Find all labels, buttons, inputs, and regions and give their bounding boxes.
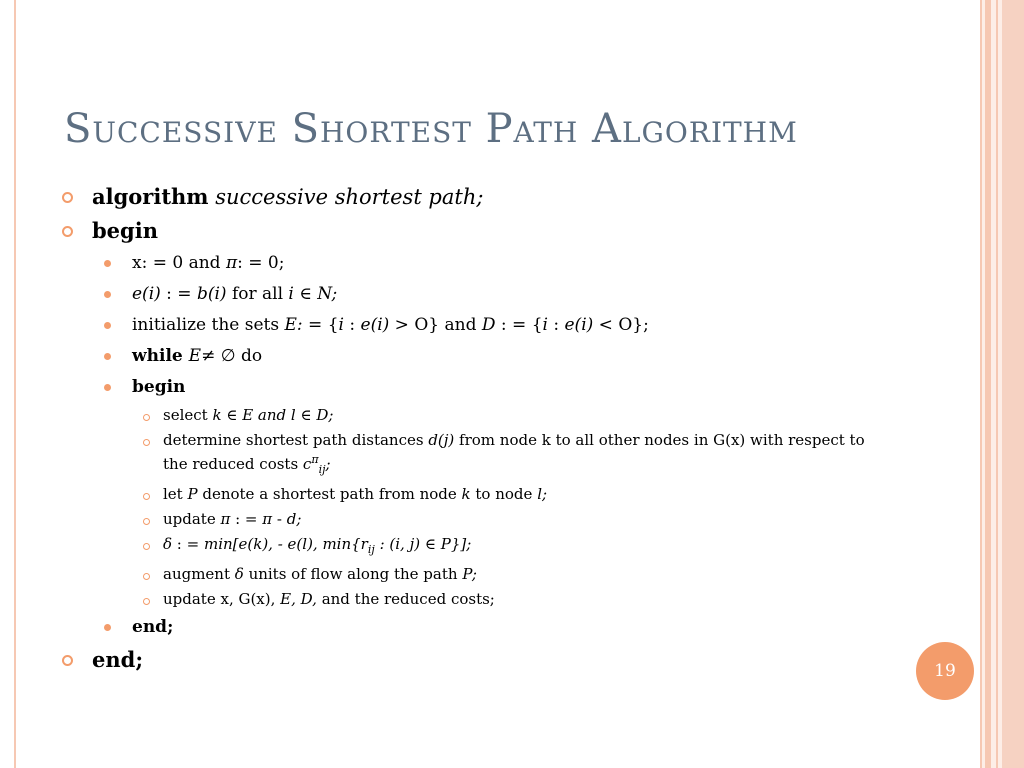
ring-bullet-icon [62, 655, 73, 666]
dot-bullet-icon [104, 353, 111, 360]
list-item: while E≠ ∅ do [62, 341, 892, 372]
ring-bullet-icon [143, 573, 150, 580]
dot-bullet-icon [104, 624, 111, 631]
ring-bullet-icon [143, 598, 150, 605]
dot-bullet-icon [104, 291, 111, 298]
dot-bullet-icon [104, 260, 111, 267]
border-stripe [985, 0, 991, 768]
list-item: update π : = π - d; [62, 507, 892, 532]
list-item: end; [62, 643, 892, 677]
ring-bullet-icon [143, 493, 150, 500]
ring-bullet-icon [62, 192, 73, 203]
list-item: e(i) : = b(i) for all i ∈ N; [62, 279, 892, 310]
list-item: begin [62, 372, 892, 403]
slide-content [62, 180, 892, 677]
slide-title: Successive Shortest Path Algorithm [64, 106, 798, 152]
list-item: determine shortest path distances d(j) from node k to all other nodes in G(x) with respect to the reduced costs $c^\pi_{ij}$; [62, 428, 892, 482]
list-item: update x, G(x), E, D, and the reduced costs; [62, 587, 892, 612]
list-item: end; [62, 612, 892, 643]
list-item: augment δ units of flow along the path P; [62, 562, 892, 587]
list-item: δ : = min[e(k), - e(l), $\min\{r_{ij}$ : (i, j) ∈ P}]; [62, 532, 892, 562]
list-item: algorithm successive shortest path; [62, 180, 892, 214]
ring-bullet-icon [143, 518, 150, 525]
ring-bullet-icon [143, 543, 150, 550]
list-item: begin [62, 214, 892, 248]
page-number-badge: 19 [916, 642, 974, 700]
list-item: let P denote a shortest path from node k to node l; [62, 482, 892, 507]
border-stripe [980, 0, 982, 768]
left-border-rule [14, 0, 16, 768]
list-item: select k ∈ E and l ∈ D; [62, 403, 892, 428]
dot-bullet-icon [104, 384, 111, 391]
right-border-band [980, 0, 1024, 768]
list-item: x: = 0 and π: = 0; [62, 248, 892, 279]
border-stripe [1002, 0, 1024, 768]
ring-bullet-icon [62, 226, 73, 237]
border-stripe [996, 0, 998, 768]
ring-bullet-icon [143, 439, 150, 446]
list-item: initialize the sets E: = {i : e(i) > O} and D : = {i : e(i) < O}; [62, 310, 892, 341]
dot-bullet-icon [104, 322, 111, 329]
ring-bullet-icon [143, 414, 150, 421]
